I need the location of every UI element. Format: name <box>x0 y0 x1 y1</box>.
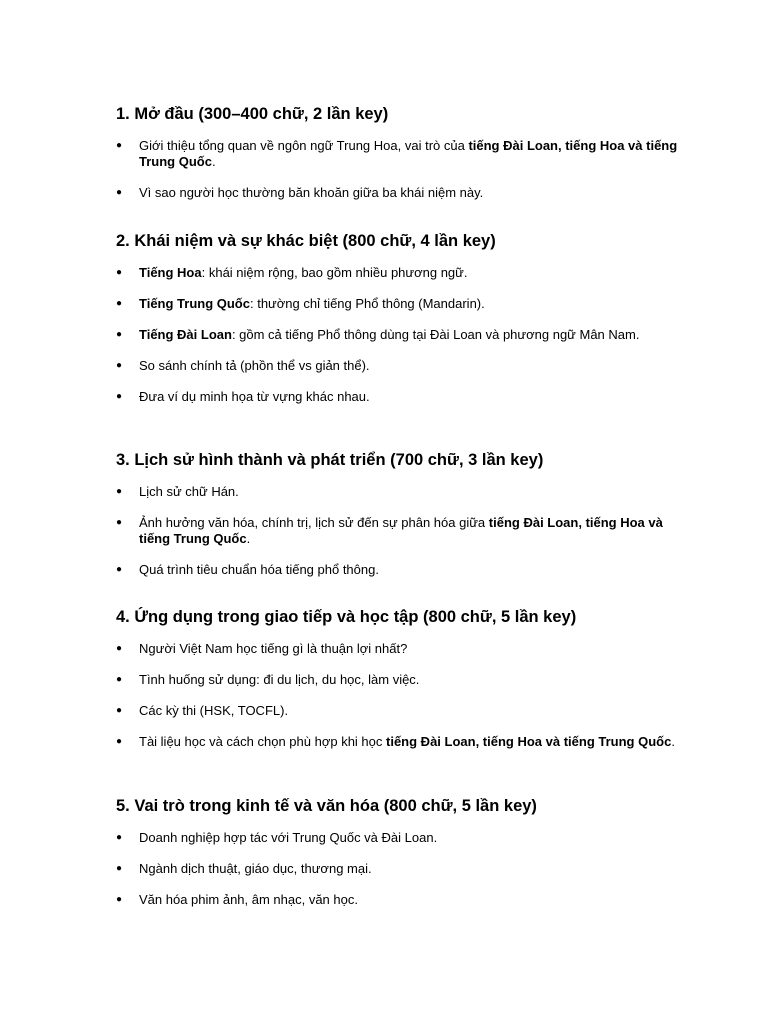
list-item: ● Doanh nghiệp hợp tác với Trung Quốc và Đài Loan. <box>116 830 686 846</box>
bullet-list <box>116 265 686 405</box>
bullet-list <box>116 830 686 908</box>
section-concepts <box>116 231 686 405</box>
list-item: ● Tiếng Trung Quốc: thường chỉ tiếng Phổ thông (Mandarin). <box>116 296 686 312</box>
list-item: ● Tiếng Hoa: khái niệm rộng, bao gồm nhiều phương ngữ. <box>116 265 686 281</box>
bullet-list <box>116 138 686 201</box>
section-heading: 4. Ứng dụng trong giao tiếp và học tập (800 chữ, 5 lần key) <box>116 608 577 626</box>
section-heading: 3. Lịch sử hình thành và phát triển (700 chữ, 3 lần key) <box>116 451 544 469</box>
list-item: ● Tài liệu học và cách chọn phù hợp khi học tiếng Đài Loan, tiếng Hoa và tiếng Trung Quốc. <box>116 734 686 750</box>
section-economy-culture <box>116 796 686 908</box>
list-item: ● Các kỳ thi (HSK, TOCFL). <box>116 703 686 719</box>
section-heading: 5. Vai trò trong kinh tế và văn hóa (800 chữ, 5 lần key) <box>116 797 537 815</box>
list-item: ● Tình huống sử dụng: đi du lịch, du học, làm việc. <box>116 672 686 688</box>
section-heading: 1. Mở đầu (300–400 chữ, 2 lần key) <box>116 105 389 123</box>
list-item: ● Tiếng Đài Loan: gồm cả tiếng Phổ thông dùng tại Đài Loan và phương ngữ Mân Nam. <box>116 327 686 343</box>
list-item: ● Ảnh hưởng văn hóa, chính trị, lịch sử đến sự phân hóa giữa tiếng Đài Loan, tiếng Hoa và tiếng Trung Quốc. <box>116 515 686 547</box>
bullet-list <box>116 484 686 578</box>
list-item: ● Giới thiệu tổng quan về ngôn ngữ Trung Hoa, vai trò của tiếng Đài Loan, tiếng Hoa và tiếng Trung Quốc. <box>116 138 686 170</box>
list-item: ● Văn hóa phim ảnh, âm nhạc, văn học. <box>116 892 686 908</box>
list-item: ● Ngành dịch thuật, giáo dục, thương mại. <box>116 861 686 877</box>
section-intro <box>116 104 686 201</box>
list-item: ● Lịch sử chữ Hán. <box>116 484 686 500</box>
section-applications <box>116 607 686 750</box>
section-history <box>116 450 686 578</box>
list-item: ● Người Việt Nam học tiếng gì là thuận lợi nhất? <box>116 641 686 657</box>
list-item: ● Đưa ví dụ minh họa từ vựng khác nhau. <box>116 389 686 405</box>
bullet-list <box>116 641 686 750</box>
section-heading: 2. Khái niệm và sự khác biệt (800 chữ, 4 lần key) <box>116 232 496 250</box>
list-item: ● So sánh chính tả (phồn thể vs giản thể). <box>116 358 686 374</box>
list-item: ● Vì sao người học thường băn khoăn giữa ba khái niệm này. <box>116 185 686 201</box>
list-item: ● Quá trình tiêu chuẩn hóa tiếng phổ thông. <box>116 562 686 578</box>
